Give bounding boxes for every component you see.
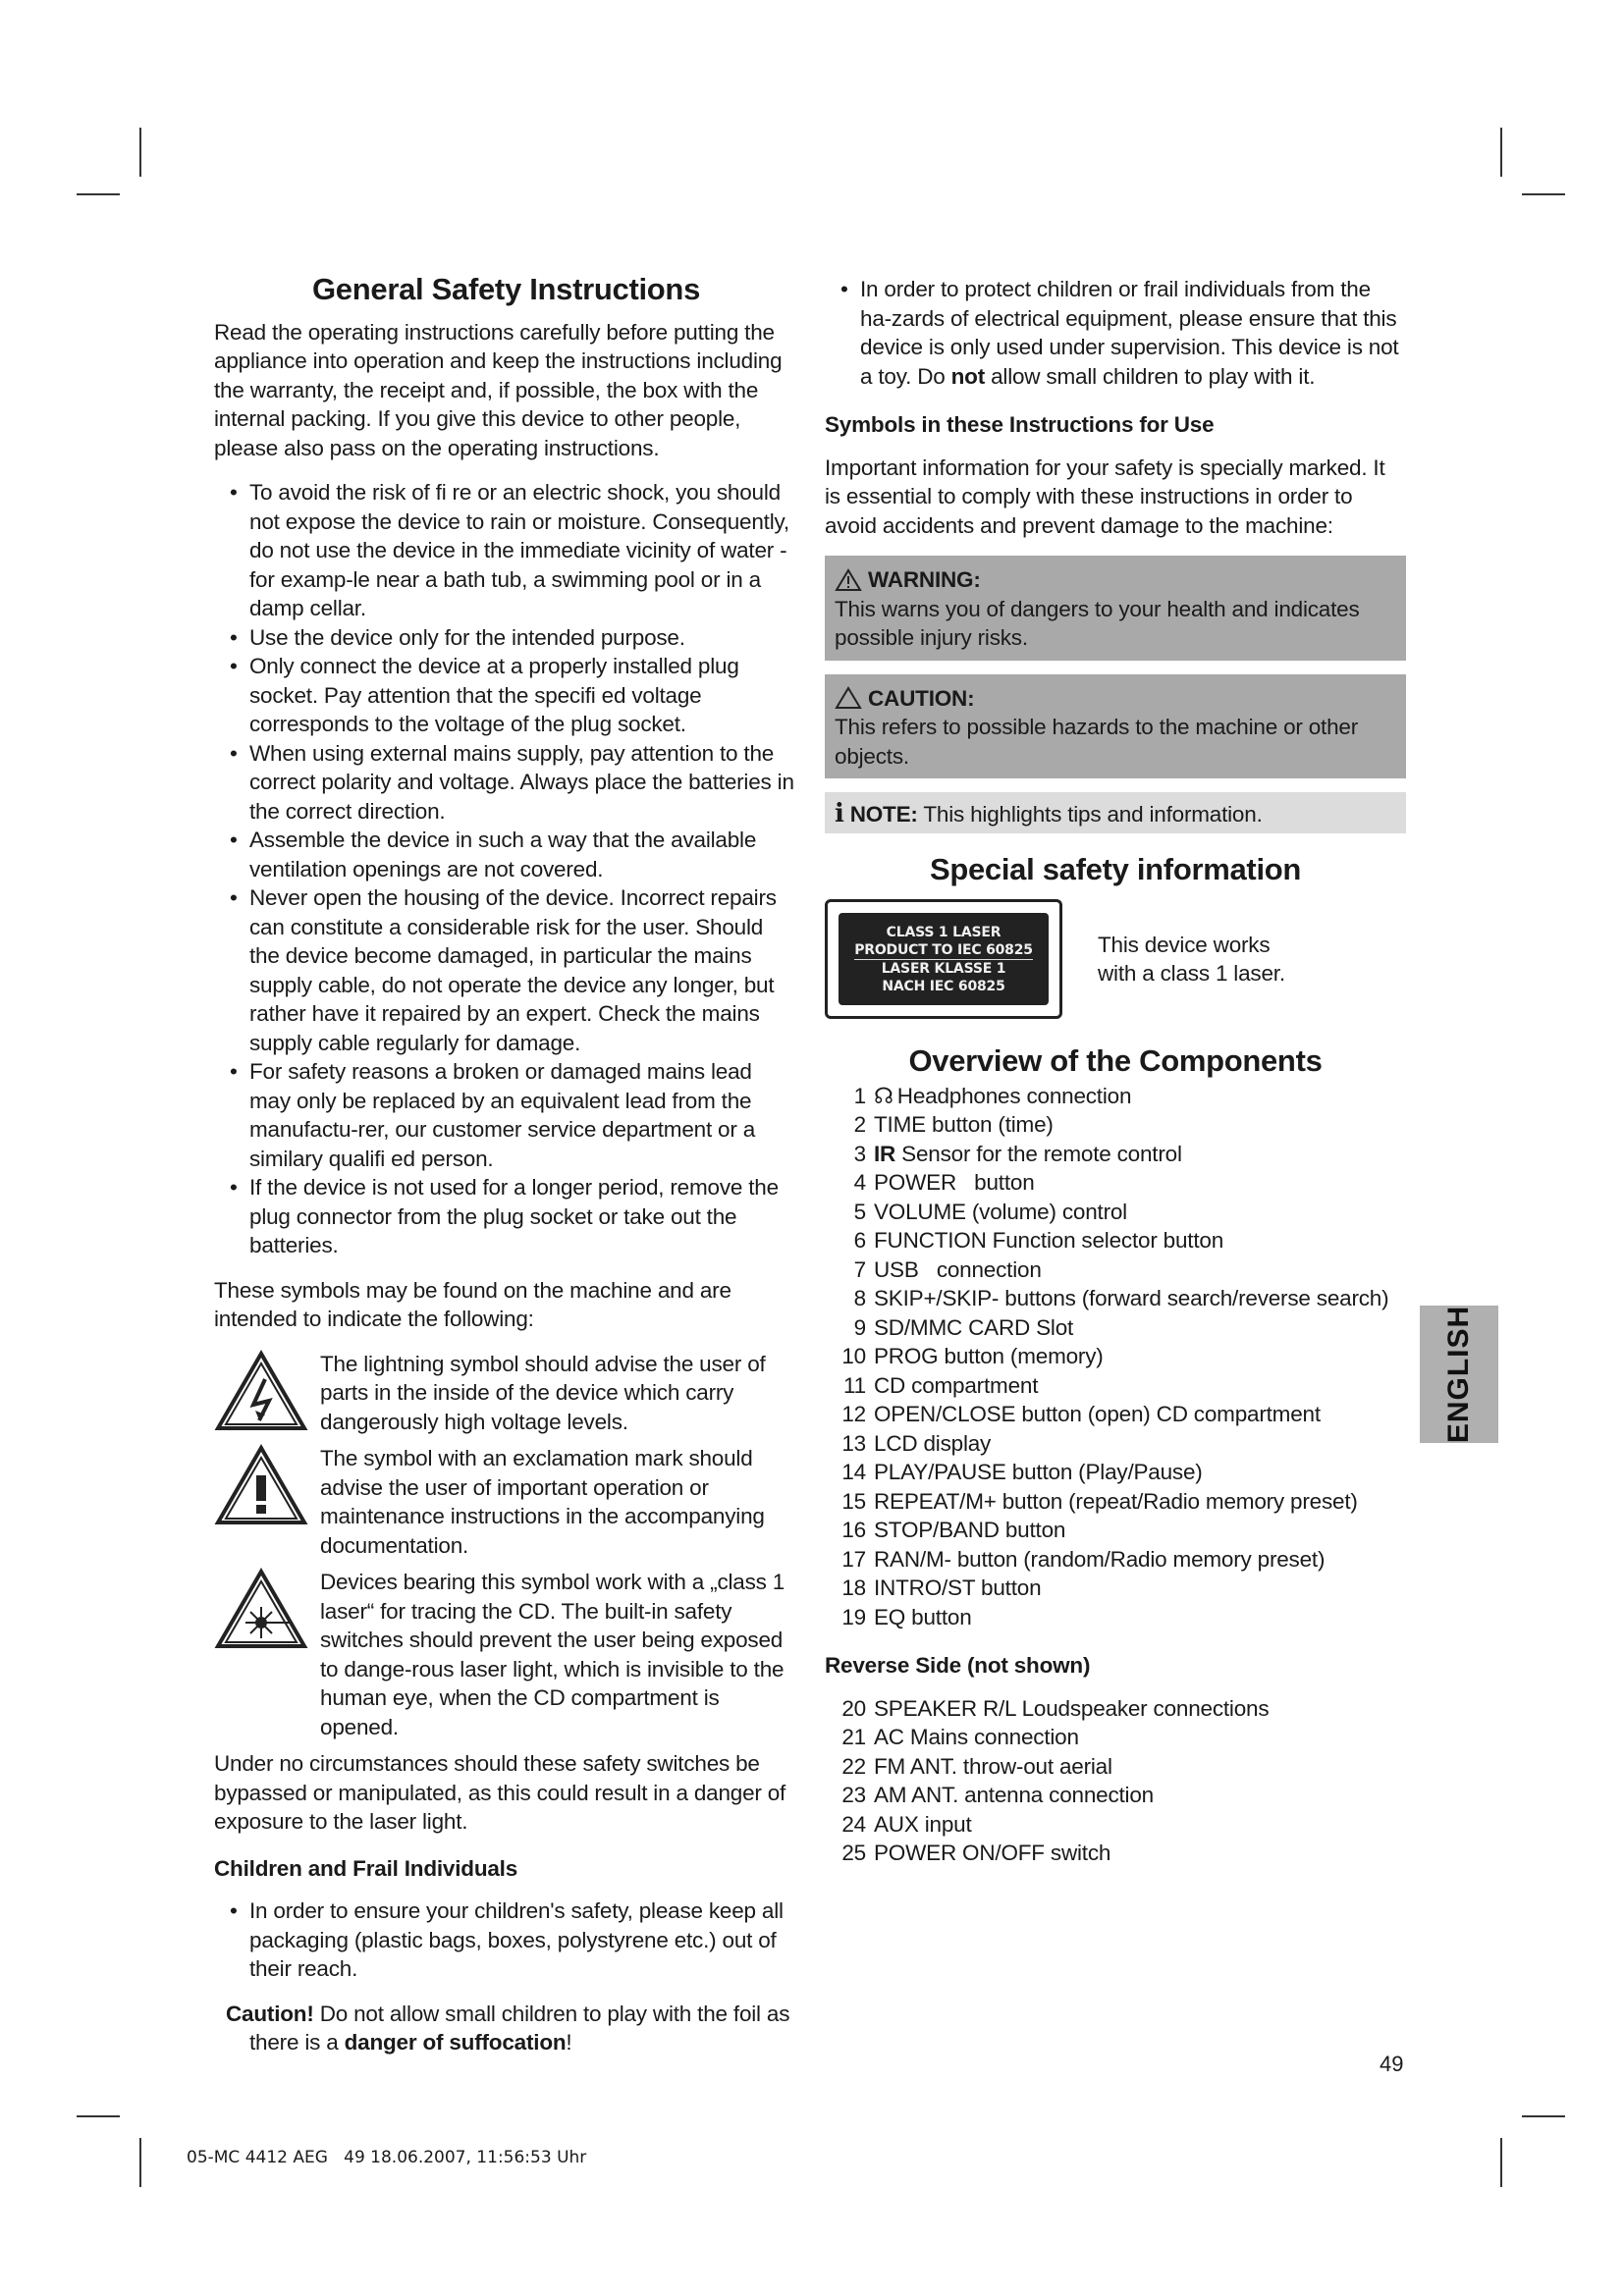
list-item: 16 STOP/BAND button <box>841 1518 1066 1542</box>
list-item: 20 SPEAKER R/L Loudspeaker connections <box>841 1695 1270 1721</box>
list-item: • Only connect the device at a properly installed plug socket. Pay attention that the specifi ed voltage corresponds to the voltage of the plug socket. <box>230 654 739 736</box>
list-item: • Never open the housing of the device. Incorrect repairs can constitute a considerable risk for the user. Should the device become damaged, in particular the mains supply cable, do not operate the device any longer, but rather have it repaired by an expert. Check the mains supply cable regularly for damage. <box>230 885 777 1055</box>
warning-triangle-icon <box>835 568 862 592</box>
list-item: • In order to ensure your children's safety, please keep all packaging (plastic bags, boxes, polystyrene etc.) out of their reach. <box>230 1898 784 1981</box>
intro-paragraph: Read the operating instructions carefully before putting the appliance into operation and keep the instructions including the warranty, the receipt and, if possible, the box with the internal packing. If you give this device to other people, please also pass on the operating instructions. <box>214 319 783 460</box>
list-item: 18 INTRO/ST button <box>841 1575 1042 1600</box>
list-item: • Use the device only for the intended purpose. <box>230 624 685 650</box>
list-item: 24 AUX input <box>841 1811 972 1837</box>
crop-mark <box>1500 128 1502 177</box>
note-box <box>825 792 1406 833</box>
list-item: • To avoid the risk of fi re or an electric shock, you should not expose the device to rain or moisture. Consequently, do not use the device in the immediate vicinity of water - for examp-le near a bath tub, a swimming pool or in a damp cellar. <box>230 480 789 620</box>
warning-text: This warns you of dangers to your health and indicates possible injury risks. <box>835 596 1360 650</box>
note-label: NOTE: <box>849 802 918 827</box>
symbols-intro: These symbols may be found on the machine and are intended to indicate the following: <box>214 1277 731 1331</box>
list-item: • Assemble the device in such a way that the available ventilation openings are not covered. <box>230 828 757 881</box>
crop-mark <box>77 2115 120 2117</box>
laser-warning-icon <box>214 1568 308 1650</box>
print-footer: 05-MC 4412 AEG 49 18.06.2007, 11:56:53 Uhr <box>187 2148 587 2167</box>
caution-triangle-icon <box>835 686 862 710</box>
symbol-row <box>214 1568 798 1741</box>
children-bullet-list <box>214 1896 798 1984</box>
symbol-description: The lightning symbol should advise the user of parts in the inside of the device which carry dangerously high voltage levels. <box>320 1351 766 1434</box>
list-item: 25 POWER ON/OFF switch <box>841 1841 1111 1865</box>
caution-box <box>825 674 1406 779</box>
exclamation-warning-icon <box>214 1444 308 1526</box>
list-item: 12 OPEN/CLOSE button (open) CD compartment <box>841 1402 1321 1426</box>
headphones-icon: ☊ <box>874 1083 893 1108</box>
danger-text: danger of suffocation <box>344 2030 567 2055</box>
page-number: 49 <box>1380 2052 1404 2076</box>
caution-paragraph: Caution! Do not allow small children to play with the foil as there is a danger of suffocation! <box>226 2001 790 2055</box>
crop-mark <box>1522 193 1565 195</box>
crop-mark <box>1522 2115 1565 2117</box>
list-item: • If the device is not used for a longer period, remove the plug connector from the plug socket or take out the batteries. <box>230 1175 779 1257</box>
language-tab: ENGLISH <box>1420 1306 1498 1443</box>
list-item: 22 FM ANT. throw-out aerial <box>841 1753 1112 1779</box>
list-item: 19 EQ button <box>841 1604 972 1629</box>
list-item: 9 SD/MMC CARD Slot <box>853 1314 1074 1340</box>
crop-mark <box>139 128 141 177</box>
crop-mark <box>1500 2138 1502 2187</box>
list-item: 14 PLAY/PAUSE button (Play/Pause) <box>841 1460 1203 1484</box>
symbol-description: Devices bearing this symbol work with a „class 1 laser“ for tracing the CD. The built-in safety switches should prevent the user being exposed to dange-rous laser light, which is invisible to the human eye, when the CD compartment is opened. <box>320 1570 785 1739</box>
warning-box <box>825 556 1406 661</box>
laser-text: This device works with a class 1 laser. <box>1098 932 1285 986</box>
safety-bullet-list <box>214 478 798 1260</box>
list-item: • For safety reasons a broken or damaged mains lead may only be replaced by an equivalent lead from the manufactu-rer, our customer service department or a similary qualifi ed person. <box>230 1059 756 1171</box>
symbols-heading: Symbols in these Instructions for Use <box>825 412 1215 437</box>
crop-mark <box>77 193 120 195</box>
list-item: • When using external mains supply, pay attention to the correct polarity and voltage. Always place the batteries in the correct direction. <box>230 740 794 824</box>
switches-note: Under no circumstances should these safety switches be bypassed or manipulated, as this could result in a danger of exposure to the laser light. <box>214 1751 786 1834</box>
warning-label: WARNING: <box>868 567 981 592</box>
crop-mark <box>139 2138 141 2187</box>
list-item: 2 TIME button (time) <box>853 1112 1054 1137</box>
list-item: 1 ☊ Headphones connection <box>825 1082 1406 1111</box>
caution-label: CAUTION: <box>868 685 975 711</box>
list-item: • In order to protect children or frail individuals from the ha-zards of electrical equipment, please ensure that this device is only used under supervision. This device is not a toy. Do not allow small children to play with it. <box>840 277 1399 389</box>
symbol-description: The symbol with an exclamation mark should advise the user of important operation or maintenance instructions in the accompanying documentation. <box>320 1446 765 1558</box>
list-item: 17 RAN/M- button (random/Radio memory preset) <box>841 1546 1326 1572</box>
overview-title: Overview of the Components <box>908 1043 1323 1078</box>
reverse-heading: Reverse Side (not shown) <box>825 1653 1091 1678</box>
reverse-list <box>825 1694 1406 1868</box>
lightning-warning-icon <box>214 1350 308 1432</box>
symbol-row <box>214 1350 798 1437</box>
children-heading: Children and Frail Individuals <box>214 1855 518 1881</box>
components-list <box>825 1082 1406 1632</box>
list-item: 13 LCD display <box>841 1430 992 1456</box>
laser-section <box>825 899 1406 1019</box>
list-item: 15 REPEAT/M+ button (repeat/Radio memory preset) <box>841 1488 1358 1514</box>
list-item: 21 AC Mains connection <box>841 1725 1079 1749</box>
list-item: 6 FUNCTION Function selector button <box>853 1228 1224 1253</box>
list-item: 3 IR Sensor for the remote control <box>853 1141 1182 1166</box>
caution-label: Caution! <box>226 2001 314 2026</box>
left-column <box>214 272 798 2073</box>
list-item: 11 CD compartment <box>843 1372 1039 1398</box>
note-text: This highlights tips and information. <box>917 802 1263 827</box>
list-item: 10 PROG button (memory) <box>841 1344 1104 1368</box>
right-column <box>825 275 1406 1884</box>
list-item: 5 VOLUME (volume) control <box>853 1199 1127 1224</box>
list-item: 4 POWER button <box>853 1170 1035 1195</box>
special-safety-title: Special safety information <box>929 851 1302 886</box>
list-item: 23 AM ANT. antenna connection <box>841 1783 1154 1807</box>
page-title: General Safety Instructions <box>311 272 701 306</box>
info-icon: i <box>835 799 844 828</box>
class-1-laser-label: CLASS 1 LASER PRODUCT TO IEC 60825 LASER KLASSE 1 NACH IEC 60825 <box>825 899 1062 1019</box>
symbols-paragraph: Important information for your safety is specially marked. It is essential to comply with these instructions in order to avoid accidents and prevent damage to the machine: <box>825 454 1385 538</box>
caution-text: This refers to possible hazards to the machine or other objects. <box>835 715 1359 769</box>
list-item: 7 USB connection <box>853 1256 1042 1282</box>
symbol-row <box>214 1444 798 1560</box>
frail-bullet-list <box>825 275 1406 391</box>
list-item: 8 SKIP+/SKIP- buttons (forward search/reverse search) <box>853 1286 1389 1310</box>
